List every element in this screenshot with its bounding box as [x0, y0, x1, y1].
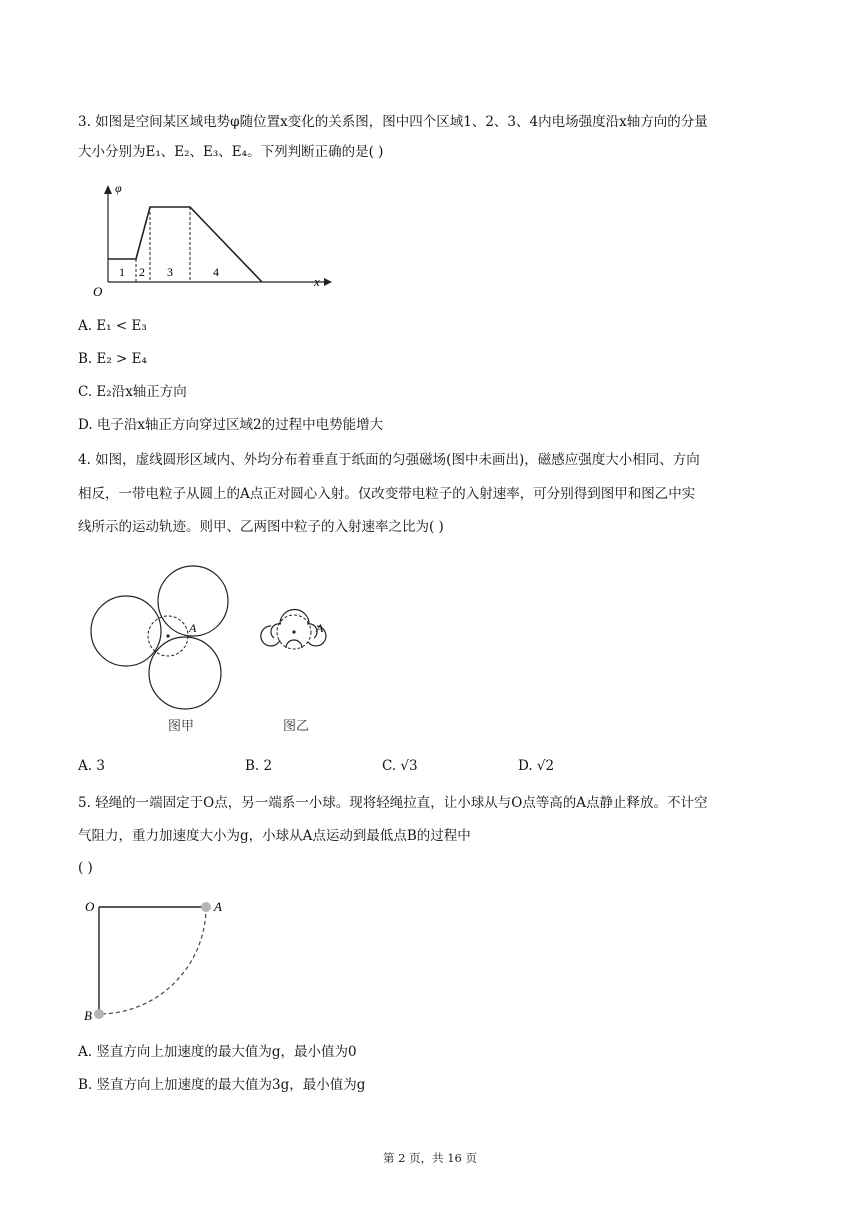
jia-point-a: A	[189, 621, 197, 635]
phi-label: φ	[115, 181, 122, 195]
region-2-label: 2	[139, 265, 145, 279]
point-a-label: A	[214, 899, 222, 914]
x-label: x	[314, 274, 320, 289]
point-b-label: B	[84, 1008, 92, 1023]
jia-center-dot	[166, 634, 169, 637]
yi-caption: 图乙	[283, 718, 310, 733]
q5-stem-line1: 5. 轻绳的一端固定于O点，另一端系一小球。现将轻绳拉直，让小球从与O点等高的A点静止释放。不计空	[78, 795, 708, 811]
page-footer: 第 2 页，共 16 页	[382, 1151, 478, 1165]
q4-stem-line2: 相反，一带电粒子从圆上的A点正对圆心入射。仅改变带电粒子的入射速率，可分别得到图甲和图乙中实	[78, 486, 696, 502]
point-o-label: O	[85, 899, 95, 914]
x-axis-arrow	[324, 278, 332, 286]
q4-option-d: D. √2	[518, 758, 555, 774]
q5-stem-line2: 气阻力，重力加速度大小为g，小球从A点运动到最低点B的过程中	[78, 828, 471, 844]
ball-path-arc	[99, 907, 206, 1014]
figure-yi	[261, 610, 326, 734]
origin-label: O	[93, 284, 103, 299]
jia-circle-left	[91, 596, 161, 666]
q3-stem-line1: 3. 如图是空间某区域电势φ随位置x变化的关系图，图中四个区域1、2、3、4内电场强度沿x轴方向的分量	[78, 114, 708, 130]
q4-option-b: B. 2	[245, 758, 273, 774]
q3-option-a: A. E₁ < E₃	[78, 318, 147, 334]
q3-option-b: B. E₂ > E₄	[78, 351, 147, 367]
q3-potential-graph	[88, 180, 338, 302]
region-1-label: 1	[119, 265, 125, 279]
region-3-label: 3	[167, 265, 173, 279]
q4-option-a: A. 3	[78, 758, 105, 774]
jia-caption: 图甲	[168, 718, 195, 733]
q5-pendulum-figure	[80, 893, 240, 1028]
yi-center-dot	[292, 630, 295, 633]
potential-curve	[108, 207, 262, 282]
q4-stem-line3: 线所示的运动轨迹。则甲、乙两图中粒子的入射速率之比为( )	[78, 519, 444, 535]
q4-trajectory-figures	[80, 552, 350, 742]
q5-option-b: B. 竖直方向上加速度的最大值为3g，最小值为g	[78, 1077, 366, 1093]
ball-at-a	[201, 902, 211, 912]
region-4-label: 4	[213, 265, 219, 279]
q5-option-a: A. 竖直方向上加速度的最大值为g，最小值为0	[78, 1044, 357, 1060]
phi-axis-arrow	[104, 185, 112, 194]
q4-option-c: C. √3	[382, 758, 418, 774]
q3-option-d: D. 电子沿x轴正方向穿过区域2的过程中电势能增大	[78, 417, 384, 433]
q4-stem-line1: 4. 如图，虚线圆形区域内、外均分布着垂直于纸面的匀强磁场(图中未画出)，磁感应强度大小相同、方向	[78, 452, 700, 468]
yi-point-a: A	[316, 621, 324, 635]
q3-stem-line2: 大小分别为E₁、E₂、E₃、E₄。下列判断正确的是( )	[78, 144, 384, 160]
jia-circle-bottom	[149, 637, 221, 709]
q3-option-c: C. E₂沿x轴正方向	[78, 384, 187, 400]
ball-at-b	[94, 1009, 104, 1019]
figure-jia	[91, 566, 228, 733]
q5-stem-line3: ( )	[78, 860, 93, 876]
